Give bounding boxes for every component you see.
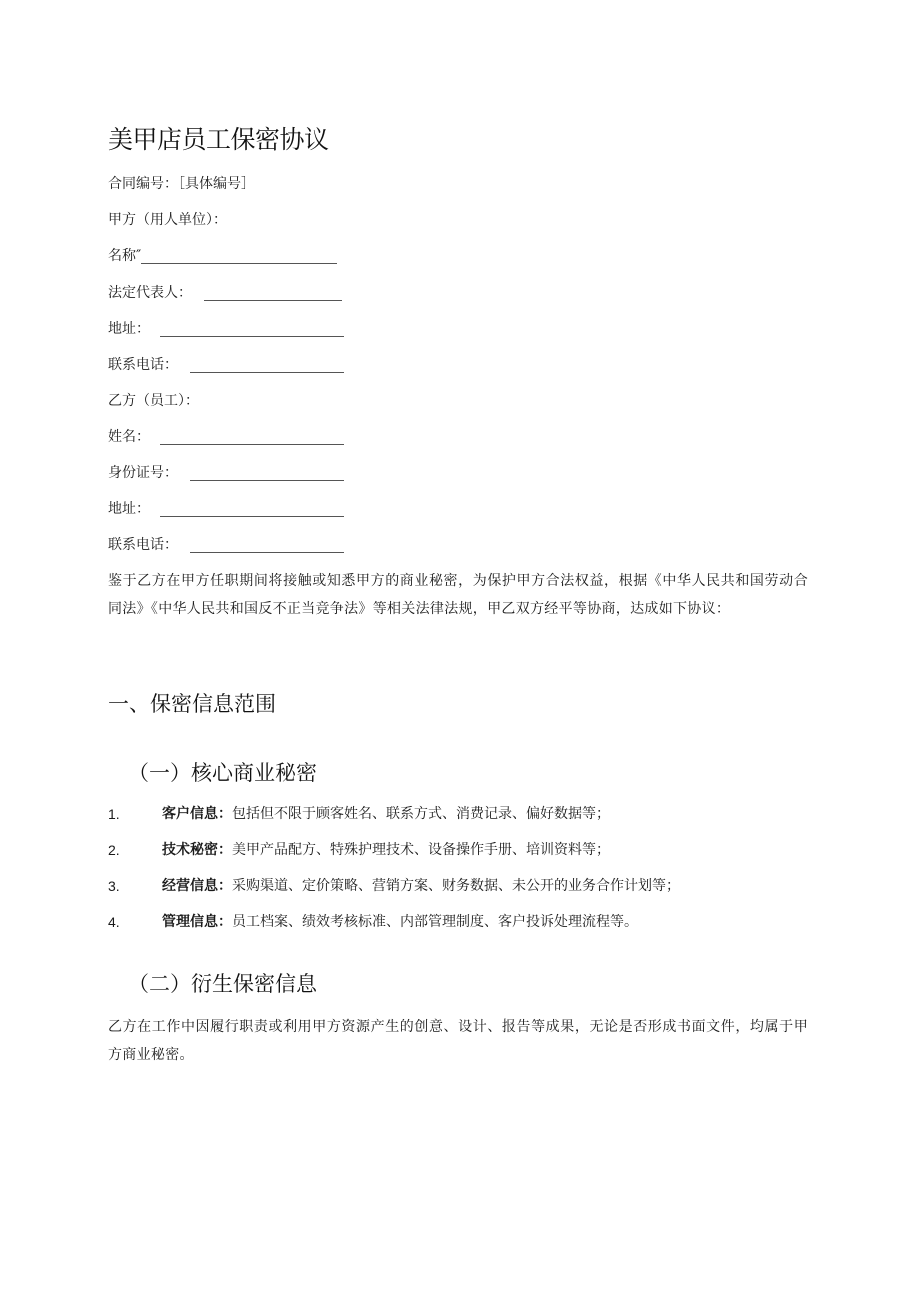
- list-item-number: 2.: [108, 842, 120, 858]
- party-a-heading: [108, 209, 227, 231]
- subsection-heading-derived: （二）衍生保密信息: [128, 972, 317, 996]
- contract-number-text: 合同编号：［具体编号］: [108, 176, 255, 192]
- contract-number: [108, 173, 255, 195]
- party-a-address-field: [108, 318, 344, 340]
- party-b-phone-label: 联系电话：: [108, 537, 178, 553]
- document-title: 美甲店员工保密协议: [108, 125, 329, 154]
- party-a-name-blank: [141, 263, 337, 264]
- party-a-name-label: 名称″: [108, 248, 142, 264]
- party-a-address-label: 地址：: [108, 321, 150, 337]
- list-item-text: 员工档案、绩效考核标准、内部管理制度、客户投诉处理流程等。: [232, 914, 638, 930]
- list-item-body: [162, 839, 610, 861]
- list-item-number: 1.: [108, 806, 120, 822]
- party-b-id-blank: [190, 480, 344, 481]
- section-heading: 一、保密信息范围: [108, 692, 276, 716]
- party-a-rep-blank: [204, 300, 342, 301]
- list-item-body: [162, 911, 638, 933]
- list-item-term: 客户信息：: [162, 806, 232, 822]
- subsection-heading-core: （一）核心商业秘密: [128, 761, 317, 785]
- party-b-address-label: 地址：: [108, 501, 150, 517]
- party-a-rep-label: 法定代表人：: [108, 285, 192, 301]
- party-b-phone-field: [108, 534, 344, 556]
- party-a-phone-blank: [190, 372, 344, 373]
- list-item-term: 技术秘密：: [162, 842, 232, 858]
- list-item-text: 美甲产品配方、特殊护理技术、设备操作手册、培训资料等；: [232, 842, 610, 858]
- list-item-term: 经营信息：: [162, 878, 232, 894]
- preamble-paragraph: 鉴于乙方在甲方任职期间将接触或知悉甲方的商业秘密，为保护甲方合法权益，根据《中华人民共和国劳动合同法》《中华人民共和国反不正当竞争法》等相关法律法规，甲乙双方经平等协商，达成如下协议：: [108, 573, 808, 617]
- list-item-body: [162, 803, 610, 825]
- party-b-id-label: 身份证号：: [108, 465, 178, 481]
- party-b-id-field: [108, 462, 344, 484]
- party-b-heading-text: 乙方（员工）：: [108, 393, 199, 409]
- party-a-phone-field: [108, 354, 344, 376]
- party-a-phone-label: 联系电话：: [108, 357, 178, 373]
- party-b-name-field: [108, 426, 344, 448]
- list-item-number: 4.: [108, 914, 120, 930]
- party-a-heading-text: 甲方（用人单位）：: [108, 212, 227, 228]
- party-b-address-field: [108, 498, 344, 520]
- party-a-rep-field: [108, 282, 342, 304]
- party-b-address-blank: [160, 516, 344, 517]
- list-item-body: [162, 875, 680, 897]
- party-a-address-blank: [160, 336, 344, 337]
- derived-info-paragraph: 乙方在工作中因履行职责或利用甲方资源产生的创意、设计、报告等成果，无论是否形成书面文件，均属于甲方商业秘密。: [108, 1019, 808, 1063]
- party-a-name-field: [108, 245, 337, 267]
- party-b-phone-blank: [190, 552, 344, 553]
- party-b-name-blank: [160, 444, 344, 445]
- list-item-text: 包括但不限于顾客姓名、联系方式、消费记录、偏好数据等；: [232, 806, 610, 822]
- list-item-number: 3.: [108, 878, 120, 894]
- list-item-text: 采购渠道、定价策略、营销方案、财务数据、未公开的业务合作计划等；: [232, 878, 680, 894]
- list-item-term: 管理信息：: [162, 914, 232, 930]
- party-b-name-label: 姓名：: [108, 429, 150, 445]
- party-b-heading: [108, 390, 199, 412]
